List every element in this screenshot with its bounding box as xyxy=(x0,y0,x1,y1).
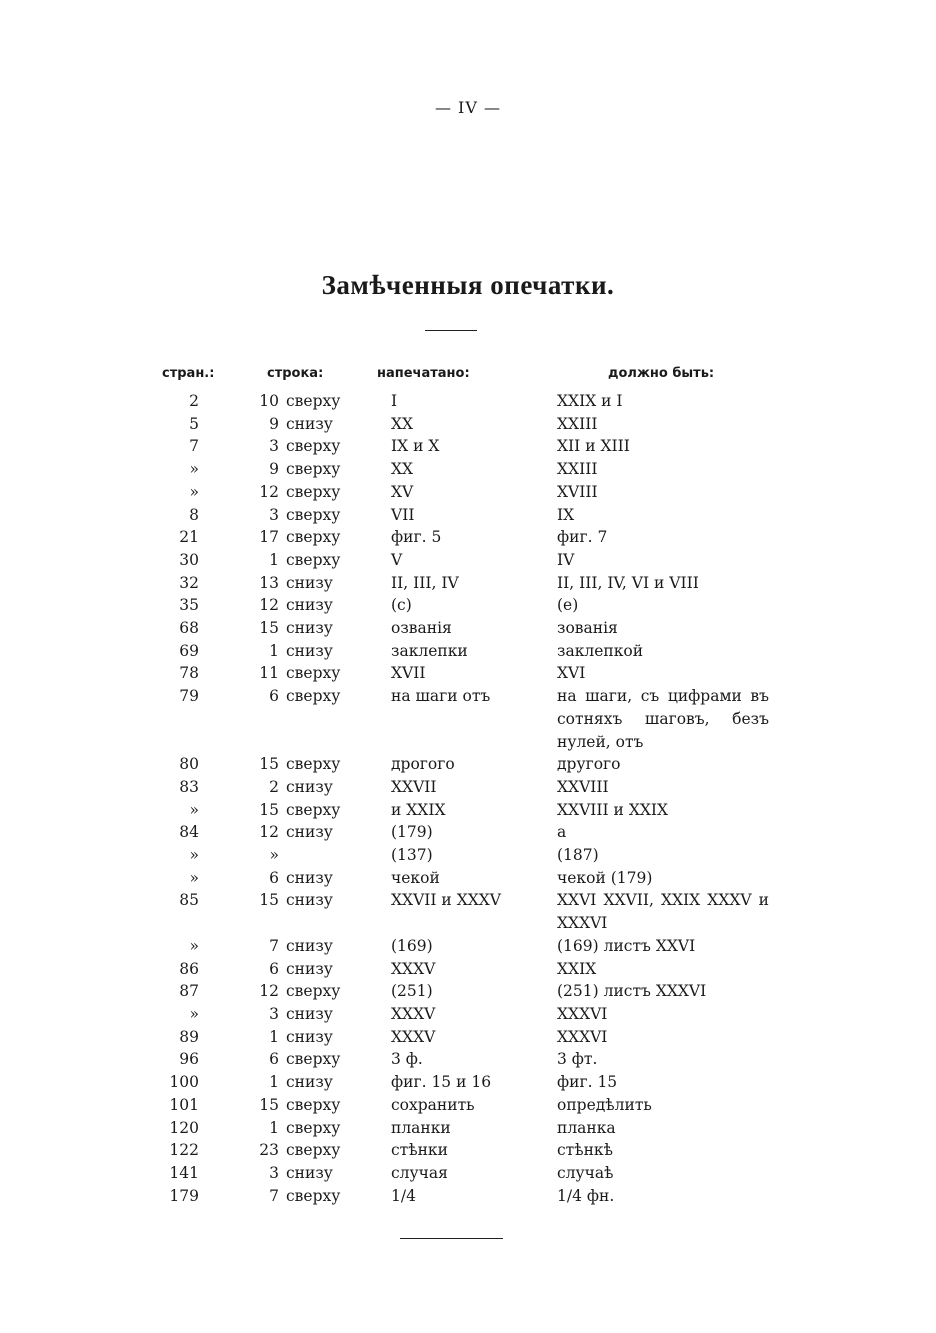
should-be-cell: XVIII xyxy=(557,482,598,501)
printed-cell: V xyxy=(391,550,403,569)
line-number-cell: 3 xyxy=(269,1163,279,1182)
line-position-cell: сверху xyxy=(286,1141,341,1160)
line-position-cell: сверху xyxy=(286,800,341,819)
table-row xyxy=(0,1048,936,1071)
line-position-cell: сверху xyxy=(286,1095,341,1114)
header-page: стран.: xyxy=(162,366,215,381)
header-should-be: должно быть: xyxy=(608,366,715,381)
line-number-cell: 3 xyxy=(269,1004,279,1023)
should-be-cell: другого xyxy=(557,755,621,774)
table-row xyxy=(0,799,936,822)
page-cell: 101 xyxy=(169,1095,199,1114)
line-number-cell: 11 xyxy=(259,664,279,683)
line-number-cell: 2 xyxy=(269,777,279,796)
page-cell: 86 xyxy=(179,959,199,978)
page-cell: 68 xyxy=(179,619,199,638)
line-number-cell: 9 xyxy=(269,414,279,433)
printed-cell: стѣнки xyxy=(391,1141,448,1160)
table-row xyxy=(0,572,936,595)
page-cell: 7 xyxy=(189,437,199,456)
line-position-cell: снизу xyxy=(286,1073,333,1092)
printed-cell: фиг. 15 и 16 xyxy=(391,1073,492,1092)
should-be-cell: (251) листъ XXXVI xyxy=(557,982,707,1001)
should-be-cell: XXIII xyxy=(557,414,598,433)
line-position-cell: сверху xyxy=(286,755,341,774)
line-position-cell: сверху xyxy=(286,505,341,524)
line-number-cell: 15 xyxy=(259,800,279,819)
header-printed: напечатано: xyxy=(377,366,470,381)
page-cell: 83 xyxy=(179,777,199,796)
line-position-cell: сверху xyxy=(286,437,341,456)
should-be-cell: опредѣлить xyxy=(557,1095,652,1114)
table-row xyxy=(0,662,936,685)
line-number-cell: 1 xyxy=(269,641,279,660)
table-row xyxy=(0,1139,936,1162)
table-row xyxy=(0,1185,936,1208)
line-number-cell: 1 xyxy=(269,1027,279,1046)
page-cell: 87 xyxy=(179,982,199,1001)
page-cell: » xyxy=(189,1004,199,1023)
line-position-cell: сверху xyxy=(286,482,341,501)
printed-cell: XXXV xyxy=(391,1004,436,1023)
page-number: — IV — xyxy=(434,98,502,117)
table-row xyxy=(0,1094,936,1117)
should-be-cell: a xyxy=(557,823,567,842)
table-row xyxy=(0,594,936,617)
printed-cell: чекой xyxy=(391,868,440,887)
line-number-cell: 6 xyxy=(269,868,279,887)
should-be-cell: зованія xyxy=(557,619,618,638)
line-number-cell: 1 xyxy=(269,550,279,569)
printed-cell: сохранить xyxy=(391,1095,475,1114)
line-position-cell: снизу xyxy=(286,1004,333,1023)
table-row xyxy=(0,844,936,867)
line-position-cell: снизу xyxy=(286,641,333,660)
should-be-cell: XXVIII и XXIX xyxy=(557,800,669,819)
line-position-cell: сверху xyxy=(286,528,341,547)
line-number-cell: 7 xyxy=(269,1186,279,1205)
line-position-cell: сверху xyxy=(286,1186,341,1205)
line-number-cell: 3 xyxy=(269,437,279,456)
line-number-cell: » xyxy=(269,846,279,865)
printed-cell: на шаги отъ xyxy=(391,687,491,706)
printed-cell: планки xyxy=(391,1118,451,1137)
printed-cell: VII xyxy=(391,505,415,524)
line-position-cell: снизу xyxy=(286,823,333,842)
line-position-cell: сверху xyxy=(286,982,341,1001)
line-position-cell: сверху xyxy=(286,460,341,479)
line-number-cell: 17 xyxy=(259,528,279,547)
printed-cell: фиг. 5 xyxy=(391,528,442,547)
printed-cell: (с) xyxy=(391,596,412,615)
line-position-cell: снизу xyxy=(286,573,333,592)
page-cell: 5 xyxy=(189,414,199,433)
table-row xyxy=(0,390,936,413)
line-number-cell: 12 xyxy=(259,982,279,1001)
line-number-cell: 15 xyxy=(259,755,279,774)
should-be-cell: чекой (179) xyxy=(557,868,653,887)
page-cell: 122 xyxy=(169,1141,199,1160)
line-position-cell: снизу xyxy=(286,959,333,978)
table-row xyxy=(0,1071,936,1094)
should-be-cell: XII и XIII xyxy=(557,437,630,456)
bottom-divider xyxy=(400,1238,503,1239)
table-row xyxy=(0,753,936,776)
page-cell: 141 xyxy=(169,1163,199,1182)
printed-cell: 1/4 xyxy=(391,1186,416,1205)
should-be-cell: стѣнкѣ xyxy=(557,1141,613,1160)
should-be-cell: фиг. 15 xyxy=(557,1073,618,1092)
page-cell: 2 xyxy=(189,392,199,410)
printed-cell: IX и X xyxy=(391,437,440,456)
line-position-cell: снизу xyxy=(286,868,333,887)
page-cell: 8 xyxy=(189,505,199,524)
line-position-cell: снизу xyxy=(286,1163,333,1182)
table-row xyxy=(0,958,936,981)
page-cell: » xyxy=(189,936,199,955)
table-row xyxy=(0,435,936,458)
should-be-cell: фиг. 7 xyxy=(557,528,608,547)
printed-cell: (251) xyxy=(391,982,433,1001)
table-row xyxy=(0,458,936,481)
line-position-cell: снизу xyxy=(286,936,333,955)
table-row xyxy=(0,549,936,572)
page-cell: 69 xyxy=(179,641,199,660)
printed-cell: (179) xyxy=(391,823,433,842)
page-cell: » xyxy=(189,460,199,479)
line-number-cell: 15 xyxy=(259,619,279,638)
page-cell: » xyxy=(189,868,199,887)
should-be-cell: на шаги, съ цифрами въ сотняхъ шаговъ, безъ нулей, отъ xyxy=(557,687,769,751)
should-be-cell: IX xyxy=(557,505,575,524)
should-be-cell: XXVI XXVII, XXIX XXXV и XXXVI xyxy=(557,891,769,933)
should-be-cell: (187) xyxy=(557,846,599,865)
printed-cell: (137) xyxy=(391,846,433,865)
printed-cell: и XXIX xyxy=(391,800,446,819)
line-position-cell: сверху xyxy=(286,392,341,410)
should-be-cell: случаѣ xyxy=(557,1163,614,1182)
page-cell: 96 xyxy=(179,1050,199,1069)
should-be-cell: XXXVI xyxy=(557,1027,608,1046)
page-cell: 89 xyxy=(179,1027,199,1046)
line-number-cell: 9 xyxy=(269,460,279,479)
page-cell: 32 xyxy=(179,573,199,592)
table-row xyxy=(0,640,936,663)
table-row xyxy=(0,867,936,890)
should-be-cell: XXIX и I xyxy=(557,392,623,410)
page-cell: » xyxy=(189,800,199,819)
line-number-cell: 7 xyxy=(269,936,279,955)
table-row xyxy=(0,935,936,958)
line-number-cell: 12 xyxy=(259,482,279,501)
page-cell: 100 xyxy=(169,1073,199,1092)
page-cell: » xyxy=(189,482,199,501)
line-position-cell: снизу xyxy=(286,891,333,910)
should-be-cell: заклепкой xyxy=(557,641,644,660)
line-number-cell: 6 xyxy=(269,1050,279,1069)
line-number-cell: 12 xyxy=(259,596,279,615)
table-row xyxy=(0,504,936,527)
printed-cell: XXVII xyxy=(391,777,437,796)
printed-cell: 3 ф. xyxy=(391,1050,423,1069)
errata-table xyxy=(0,390,936,1207)
should-be-cell: планка xyxy=(557,1118,616,1137)
page-cell: 85 xyxy=(179,891,199,910)
line-position-cell: сверху xyxy=(286,687,341,706)
printed-cell: II, III, IV xyxy=(391,573,459,592)
table-row xyxy=(0,980,936,1003)
printed-cell: I xyxy=(391,392,398,410)
printed-cell: XXXV xyxy=(391,1027,436,1046)
should-be-cell: (е) xyxy=(557,596,579,615)
title-divider xyxy=(425,330,477,331)
printed-cell: XXVII и XXXV xyxy=(391,891,501,910)
line-number-cell: 6 xyxy=(269,959,279,978)
line-position-cell: сверху xyxy=(286,1118,341,1137)
should-be-cell: XXXVI xyxy=(557,1004,608,1023)
line-position-cell: снизу xyxy=(286,414,333,433)
printed-cell: XV xyxy=(391,482,414,501)
header-line: строка: xyxy=(267,366,324,381)
line-position-cell: сверху xyxy=(286,1050,341,1069)
page-cell: 79 xyxy=(179,687,199,706)
table-row xyxy=(0,1026,936,1049)
printed-cell: XX xyxy=(391,460,414,479)
page-cell: » xyxy=(189,846,199,865)
table-row xyxy=(0,617,936,640)
line-number-cell: 3 xyxy=(269,505,279,524)
should-be-cell: 1/4 фн. xyxy=(557,1186,615,1205)
page-cell: 21 xyxy=(179,528,199,547)
line-position-cell: снизу xyxy=(286,619,333,638)
line-number-cell: 15 xyxy=(259,891,279,910)
page-cell: 179 xyxy=(169,1186,199,1205)
printed-cell: XX xyxy=(391,414,414,433)
page-cell: 84 xyxy=(179,823,199,842)
line-position-cell: сверху xyxy=(286,664,341,683)
should-be-cell: XXVIII xyxy=(557,777,609,796)
table-row xyxy=(0,413,936,436)
line-number-cell: 1 xyxy=(269,1073,279,1092)
table-row xyxy=(0,889,936,934)
printed-cell: XVII xyxy=(391,664,426,683)
page-cell: 78 xyxy=(179,664,199,683)
line-number-cell: 6 xyxy=(269,687,279,706)
should-be-cell: II, III, IV, VI и VIII xyxy=(557,573,699,592)
should-be-cell: IV xyxy=(557,550,575,569)
should-be-cell: XVI xyxy=(557,664,586,683)
should-be-cell: (169) листъ XXVI xyxy=(557,936,696,955)
line-number-cell: 1 xyxy=(269,1118,279,1137)
line-number-cell: 13 xyxy=(259,573,279,592)
table-row xyxy=(0,1003,936,1026)
should-be-cell: XXIII xyxy=(557,460,598,479)
line-position-cell: снизу xyxy=(286,777,333,796)
line-position-cell: снизу xyxy=(286,1027,333,1046)
table-row xyxy=(0,481,936,504)
table-row xyxy=(0,526,936,549)
line-position-cell: снизу xyxy=(286,596,333,615)
printed-cell: озванія xyxy=(391,619,452,638)
printed-cell: дрогого xyxy=(391,755,455,774)
table-row xyxy=(0,685,936,753)
page-cell: 35 xyxy=(179,596,199,615)
page-title: Замѣченныя опечатки. xyxy=(321,270,615,300)
line-position-cell: сверху xyxy=(286,550,341,569)
page-cell: 80 xyxy=(179,755,199,774)
should-be-cell: 3 фт. xyxy=(557,1050,598,1069)
table-row xyxy=(0,1162,936,1185)
page-cell: 30 xyxy=(179,550,199,569)
page-cell: 120 xyxy=(169,1118,199,1137)
printed-cell: случая xyxy=(391,1163,448,1182)
printed-cell: заклепки xyxy=(391,641,468,660)
table-row xyxy=(0,821,936,844)
line-number-cell: 23 xyxy=(259,1141,279,1160)
table-row xyxy=(0,776,936,799)
line-number-cell: 12 xyxy=(259,823,279,842)
should-be-cell: XXIX xyxy=(557,959,597,978)
line-number-cell: 10 xyxy=(259,392,279,410)
printed-cell: XXXV xyxy=(391,959,436,978)
printed-cell: (169) xyxy=(391,936,433,955)
table-row xyxy=(0,1117,936,1140)
line-number-cell: 15 xyxy=(259,1095,279,1114)
